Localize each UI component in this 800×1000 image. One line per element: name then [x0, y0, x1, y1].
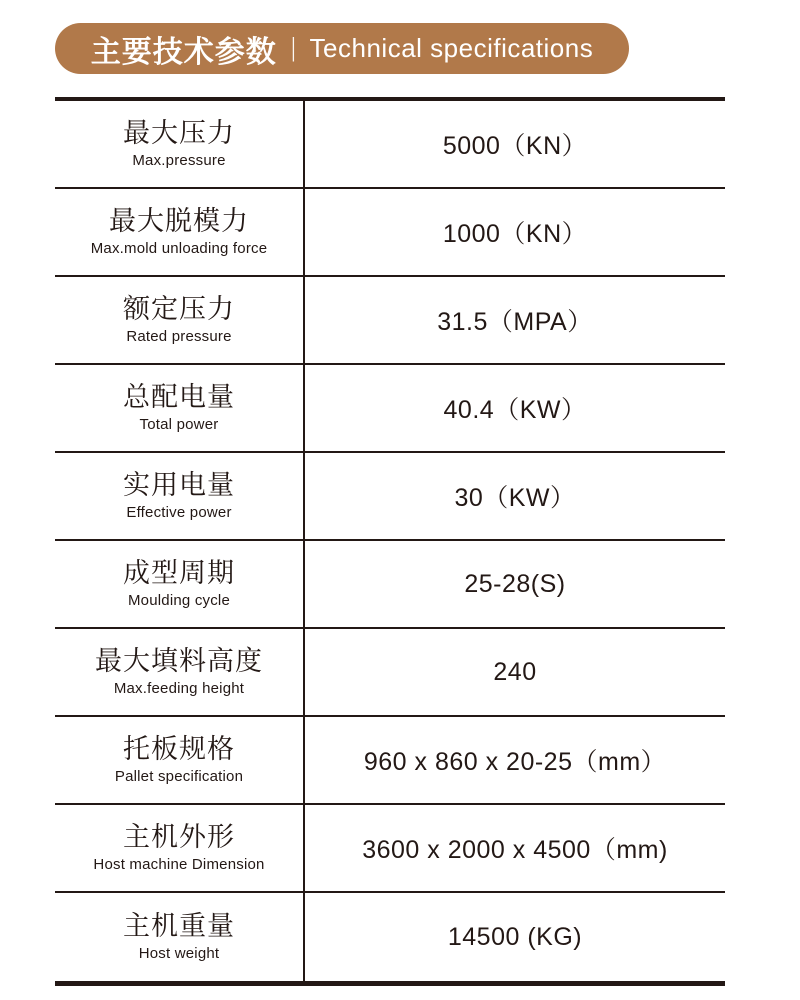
value-cell: 40.4（KW） — [443, 396, 587, 424]
parameter-cell — [55, 365, 305, 451]
value-cell: 1000（KN） — [442, 220, 588, 248]
table-row — [55, 805, 725, 893]
table-row — [55, 277, 725, 365]
table-row — [55, 101, 725, 189]
parameter-cell — [55, 805, 305, 891]
value-cell: 30（KW） — [454, 484, 576, 512]
parameter-cell — [55, 629, 305, 715]
parameter-name-zh: 总配电量 — [123, 382, 235, 413]
specifications-table — [55, 97, 725, 986]
table-row — [55, 541, 725, 629]
value-cell: 960 x 860 x 20-25（mm） — [363, 748, 667, 776]
parameter-name-en: Host weight — [138, 944, 220, 962]
section-header-banner — [55, 23, 629, 74]
table-row — [55, 365, 725, 453]
value-cell: 3600 x 2000 x 4500（mm) — [362, 836, 668, 864]
parameter-name-zh: 最大填料高度 — [95, 646, 263, 677]
value-cell: 25-28(S) — [464, 569, 566, 598]
section-title-english: Technical specifications — [309, 33, 594, 63]
value-cell: 5000（KN） — [442, 132, 588, 160]
parameter-name-en: Effective power — [126, 503, 232, 521]
value-cell: 31.5（MPA） — [437, 308, 593, 336]
title-separator: | — [291, 32, 296, 62]
value-cell: 14500 (KG) — [447, 922, 583, 951]
parameter-cell — [55, 893, 305, 981]
parameter-name-zh: 主机重量 — [123, 911, 235, 942]
parameter-name-en: Max.feeding height — [113, 679, 245, 697]
parameter-name-zh: 最大压力 — [123, 118, 235, 149]
parameter-name-zh: 最大脱模力 — [109, 206, 249, 237]
value-cell: 240 — [493, 657, 537, 686]
parameter-cell — [55, 277, 305, 363]
parameter-cell — [55, 453, 305, 539]
parameter-name-en: Moulding cycle — [127, 591, 230, 609]
parameter-cell — [55, 717, 305, 803]
parameter-name-en: Total power — [139, 415, 219, 433]
parameter-name-zh: 成型周期 — [123, 558, 235, 589]
section-title-chinese: 主要技术参数 — [90, 35, 277, 69]
parameter-name-zh: 实用电量 — [123, 470, 235, 501]
parameter-name-en: Host machine Dimension — [93, 855, 265, 873]
parameter-name-en: Pallet specification — [114, 767, 244, 785]
table-row — [55, 893, 725, 981]
parameter-cell — [55, 101, 305, 187]
parameter-cell — [55, 189, 305, 275]
table-row — [55, 453, 725, 541]
parameter-name-zh: 额定压力 — [123, 294, 235, 325]
parameter-name-zh: 托板规格 — [123, 734, 235, 765]
parameter-name-en: Max.mold unloading force — [90, 239, 268, 257]
parameter-name-en: Max.pressure — [132, 151, 226, 169]
parameter-name-en: Rated pressure — [126, 327, 232, 345]
table-row — [55, 629, 725, 717]
table-row — [55, 189, 725, 277]
parameter-cell — [55, 541, 305, 627]
table-row — [55, 717, 725, 805]
parameter-name-zh: 主机外形 — [123, 822, 235, 853]
